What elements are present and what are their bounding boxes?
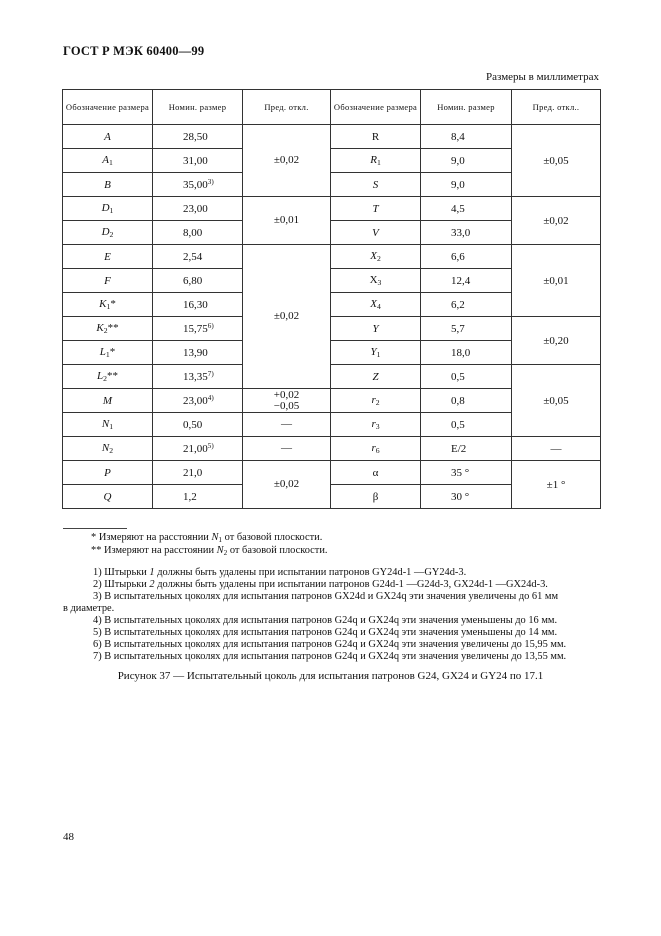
figure-caption: Рисунок 37 — Испытательный цоколь для испытания патронов G24, GX24 и GY24 по 17.1 bbox=[117, 670, 544, 682]
header-tolerance: Пред. откл. bbox=[243, 90, 331, 125]
document-title: ГОСТ Р МЭК 60400—99 bbox=[63, 44, 205, 58]
left-nominal-cell: 31,00 bbox=[153, 149, 243, 173]
right-nominal-cell: 5,7 bbox=[421, 317, 512, 341]
right-nominal-cell: E/2 bbox=[421, 437, 512, 461]
right-nominal-cell: 4,5 bbox=[421, 197, 512, 221]
right-tolerance-cell: ±0,05 bbox=[512, 125, 601, 197]
left-designation-cell: $D_2$ bbox=[63, 221, 153, 245]
right-tolerance-cell: ±0,05 bbox=[512, 365, 601, 437]
right-designation-cell: $X_2$ bbox=[331, 245, 421, 269]
right-nominal-cell: 35 ° bbox=[421, 461, 512, 485]
units-note: Размеры в миллиметрах bbox=[486, 71, 599, 83]
left-nominal-cell: 28,50 bbox=[153, 125, 243, 149]
right-tolerance-cell: ±0,20 bbox=[512, 317, 601, 365]
left-nominal-cell: 1,2 bbox=[153, 485, 243, 509]
table-row bbox=[63, 245, 601, 269]
right-designation-cell: $r_2$ bbox=[331, 389, 421, 413]
right-nominal-cell: 9,0 bbox=[421, 149, 512, 173]
right-designation-cell: V bbox=[331, 221, 421, 245]
table-row bbox=[63, 317, 601, 341]
right-nominal-cell: 8,4 bbox=[421, 125, 512, 149]
left-designation-cell: B bbox=[63, 173, 153, 197]
table-header-row bbox=[63, 90, 601, 125]
page-number: 48 bbox=[63, 831, 74, 843]
right-designation-cell: $Y_1$ bbox=[331, 341, 421, 365]
left-nominal-cell: 13,90 bbox=[153, 341, 243, 365]
left-tolerance-cell: ±0,02 bbox=[243, 461, 331, 509]
left-tolerance-cell: ±0,02 bbox=[243, 125, 331, 197]
right-designation-cell: T bbox=[331, 197, 421, 221]
right-nominal-cell: 33,0 bbox=[421, 221, 512, 245]
left-designation-cell: A bbox=[63, 125, 153, 149]
right-nominal-cell: 0,5 bbox=[421, 365, 512, 389]
left-tolerance-cell: +0,02 −0,05 bbox=[243, 389, 331, 413]
left-designation-cell: $D_1$ bbox=[63, 197, 153, 221]
left-tolerance-cell: — bbox=[243, 437, 331, 461]
right-tolerance-cell: ±0,01 bbox=[512, 245, 601, 317]
footnote-3: 3) В испытательных цоколях для испытания патронов GX24d и GX24q эти значения увеличены до 61 мм bbox=[93, 591, 559, 602]
left-designation-cell: $L_1*$ bbox=[63, 341, 153, 365]
header-designation: Обозначение размера bbox=[63, 90, 153, 125]
left-nominal-cell: 23,00$^{4)}$ bbox=[153, 389, 243, 413]
footnote-6: 6) В испытательных цоколях для испытания патронов G24q и GX24q эти значения увеличены до 15,95 мм. bbox=[93, 639, 567, 650]
right-tolerance-cell: — bbox=[512, 437, 601, 461]
right-designation-cell: Z bbox=[331, 365, 421, 389]
right-designation-cell: $r_6$ bbox=[331, 437, 421, 461]
left-nominal-cell: 15,75$^{6)}$ bbox=[153, 317, 243, 341]
right-designation-cell: $X_3$ bbox=[331, 269, 421, 293]
right-nominal-cell: 30 ° bbox=[421, 485, 512, 509]
left-nominal-cell: 21,00$^{5)}$ bbox=[153, 437, 243, 461]
left-nominal-cell: 13,35$^{7)}$ bbox=[153, 365, 243, 389]
right-designation-cell: Y bbox=[331, 317, 421, 341]
right-designation-cell: β bbox=[331, 485, 421, 509]
left-nominal-cell: 16,30 bbox=[153, 293, 243, 317]
left-designation-cell: $L_2**$ bbox=[63, 365, 153, 389]
right-designation-cell: α bbox=[331, 461, 421, 485]
right-designation-cell: R bbox=[331, 125, 421, 149]
table-row bbox=[63, 197, 601, 221]
dimensions-table bbox=[62, 89, 601, 509]
right-tolerance-cell: ±1 ° bbox=[512, 461, 601, 509]
left-nominal-cell: 35,00$^{3)}$ bbox=[153, 173, 243, 197]
right-nominal-cell: 18,0 bbox=[421, 341, 512, 365]
right-nominal-cell: 12,4 bbox=[421, 269, 512, 293]
footnote-3-continuation: в диаметре. bbox=[63, 603, 115, 614]
footnote-star2: ** Измеряют на расстоянии $N_2$ от базовой плоскости. bbox=[91, 545, 328, 557]
right-designation-cell: S bbox=[331, 173, 421, 197]
left-nominal-cell: 21,0 bbox=[153, 461, 243, 485]
left-nominal-cell: 8,00 bbox=[153, 221, 243, 245]
header-designation-right: Обозначение размера bbox=[331, 90, 421, 125]
table-row bbox=[63, 461, 601, 485]
right-nominal-cell: 0,8 bbox=[421, 389, 512, 413]
left-designation-cell: $K_1*$ bbox=[63, 293, 153, 317]
table-row bbox=[63, 437, 601, 461]
left-nominal-cell: 6,80 bbox=[153, 269, 243, 293]
header-nominal: Номин. размер bbox=[153, 90, 243, 125]
left-nominal-cell: 0,50 bbox=[153, 413, 243, 437]
right-tolerance-cell: ±0,02 bbox=[512, 197, 601, 245]
left-nominal-cell: 23,00 bbox=[153, 197, 243, 221]
left-designation-cell: $A_1$ bbox=[63, 149, 153, 173]
right-designation-cell: $r_3$ bbox=[331, 413, 421, 437]
left-designation-cell: $K_2**$ bbox=[63, 317, 153, 341]
left-tolerance-cell: — bbox=[243, 413, 331, 437]
right-nominal-cell: 6,2 bbox=[421, 293, 512, 317]
right-designation-cell: $R_1$ bbox=[331, 149, 421, 173]
table-row bbox=[63, 365, 601, 389]
right-nominal-cell: 0,5 bbox=[421, 413, 512, 437]
left-designation-cell: E bbox=[63, 245, 153, 269]
right-nominal-cell: 9,0 bbox=[421, 173, 512, 197]
left-designation-cell: $N_2$ bbox=[63, 437, 153, 461]
footnote-rule bbox=[63, 528, 127, 529]
footnote-7: 7) В испытательных цоколях для испытания патронов G24q и GX24q эти значения увеличены до 13,55 мм. bbox=[93, 651, 567, 662]
left-designation-cell: M bbox=[63, 389, 153, 413]
header-nominal-right: Номин. размер bbox=[421, 90, 512, 125]
right-nominal-cell: 6,6 bbox=[421, 245, 512, 269]
table-row bbox=[63, 125, 601, 149]
footnote-4: 4) В испытательных цоколях для испытания патронов G24q и GX24q эти значения уменьшены до 16 мм. bbox=[93, 615, 558, 626]
left-designation-cell: $N_1$ bbox=[63, 413, 153, 437]
left-tolerance-cell: ±0,02 bbox=[243, 245, 331, 389]
footnote-1: 1) Штырьки 1 должны быть удалены при испытании патронов GY24d-1 —GY24d-3. bbox=[93, 567, 467, 578]
right-designation-cell: $X_4$ bbox=[331, 293, 421, 317]
left-designation-cell: Q bbox=[63, 485, 153, 509]
footnote-2: 2) Штырьки 2 должны быть удалены при испытании патронов G24d-1 —G24d-3, GX24d-1 —GX24d-3. bbox=[93, 579, 548, 590]
left-tolerance-cell: ±0,01 bbox=[243, 197, 331, 245]
left-nominal-cell: 2,54 bbox=[153, 245, 243, 269]
header-tolerance-right: Пред. откл.. bbox=[512, 90, 601, 125]
left-designation-cell: F bbox=[63, 269, 153, 293]
footnote-5: 5) В испытательных цоколях для испытания патронов G24q и GX24q эти значения уменьшены до 14 мм. bbox=[93, 627, 558, 638]
footnote-star1: * Измеряют на расстоянии $N_1$ от базовой плоскости. bbox=[91, 532, 323, 544]
left-designation-cell: P bbox=[63, 461, 153, 485]
